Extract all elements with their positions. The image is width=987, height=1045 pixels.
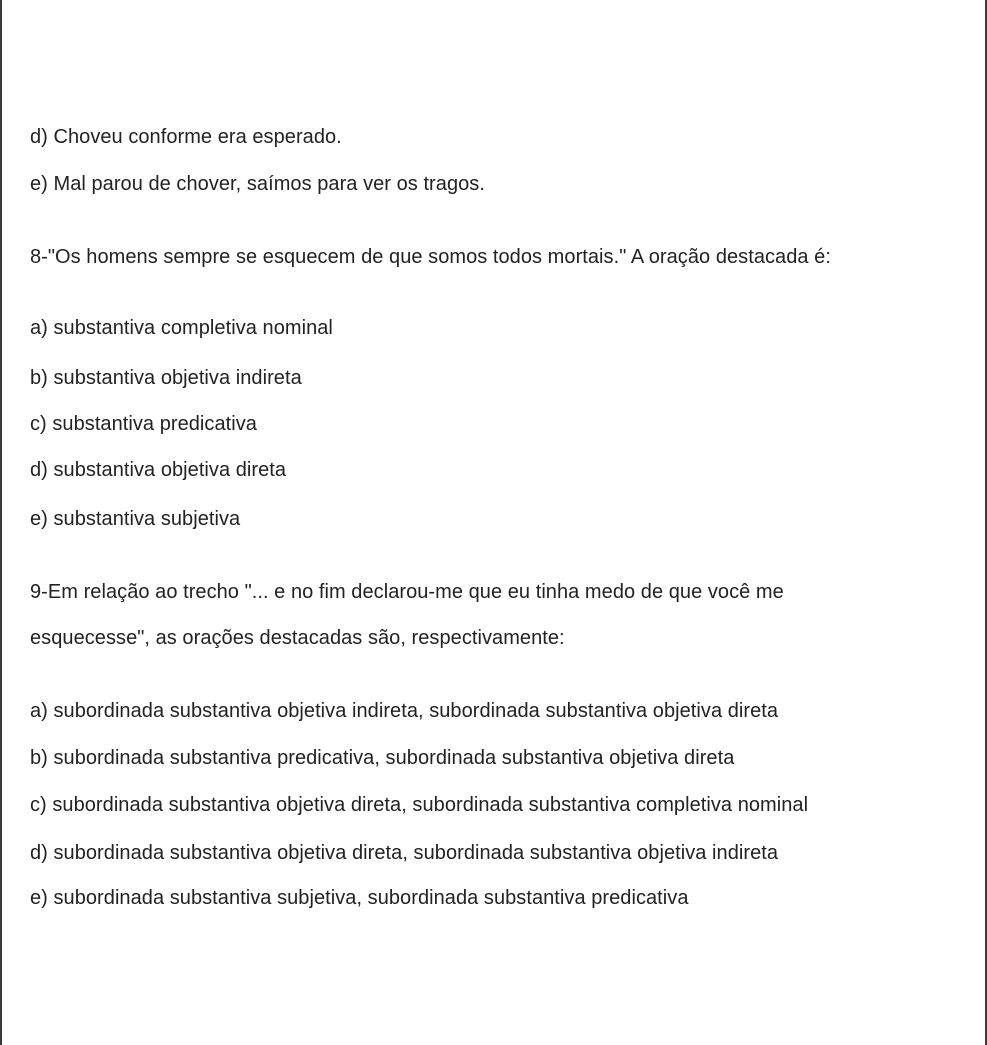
document-page [2,0,985,1045]
q9-option-b: b) subordinada substantiva predicativa, subordinada substantiva objetiva direta [30,747,735,769]
q9-question-stem-line-2: esquecesse", as orações destacadas são, respectivamente: [30,627,565,649]
q8-option-a: a) substantiva completiva nominal [30,317,333,339]
q8-option-e: e) substantiva subjetiva [30,508,241,530]
q8-option-b: b) substantiva objetiva indireta [30,367,302,389]
q9-option-c: c) subordinada substantiva objetiva direta, subordinada substantiva completiva nominal [30,794,809,816]
q9-option-a: a) subordinada substantiva objetiva indireta, subordinada substantiva objetiva direta [30,700,779,722]
q9-question-stem-line-1: 9-Em relação ao trecho "... e no fim declarou-me que eu tinha medo de que você me [30,581,784,603]
q8-option-d: d) substantiva objetiva direta [30,459,287,481]
q9-option-e: e) subordinada substantiva subjetiva, subordinada substantiva predicativa [30,887,689,909]
q7-option-d: d) Choveu conforme era esperado. [30,126,342,148]
q9-option-d: d) subordinada substantiva objetiva direta, subordinada substantiva objetiva indireta [30,842,779,864]
q7-option-e: e) Mal parou de chover, saímos para ver os tragos. [30,173,485,195]
q8-question-stem: 8-"Os homens sempre se esquecem de que somos todos mortais." A oração destacada é: [30,246,831,268]
q8-option-c: c) substantiva predicativa [30,413,257,435]
